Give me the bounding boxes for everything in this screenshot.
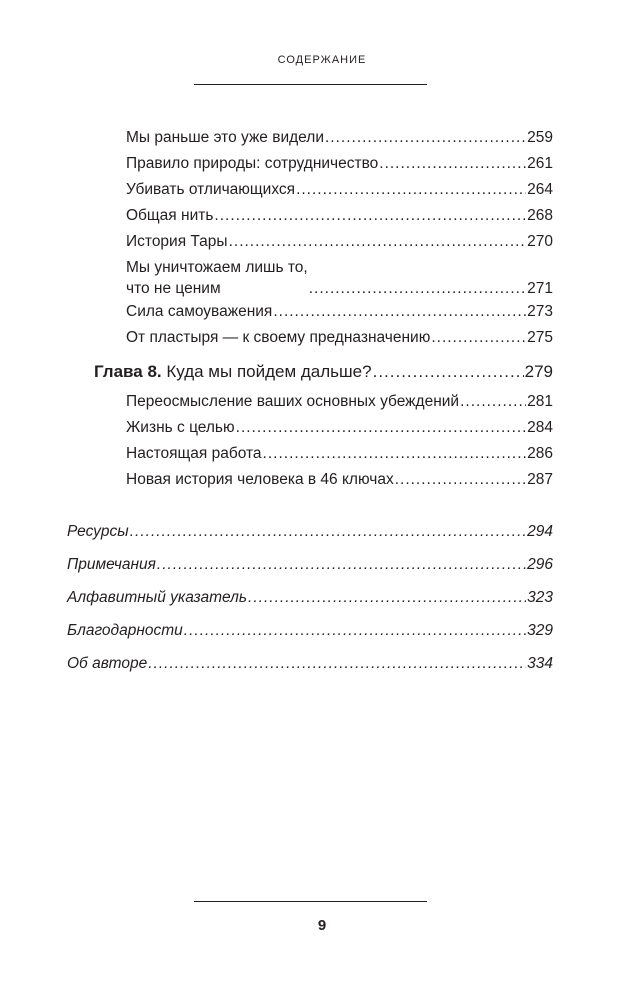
leader-dots	[130, 522, 526, 541]
toc-backmatter-entry[interactable]	[67, 555, 553, 574]
leader-dots	[379, 154, 526, 173]
toc-backmatter-entry[interactable]	[67, 654, 553, 673]
chapter-label: Глава 8.	[94, 362, 162, 381]
toc-entry-title: Настоящая работа	[126, 445, 262, 462]
leader-dots	[229, 232, 527, 251]
toc-chapter-page: 279	[524, 362, 553, 381]
toc-entry[interactable]	[126, 128, 553, 147]
toc-entry[interactable]	[126, 302, 553, 321]
leader-dots	[214, 206, 526, 225]
leader-dots	[431, 328, 526, 347]
toc-entry-page: 323	[527, 589, 553, 606]
toc-entry[interactable]	[126, 470, 553, 489]
toc-chapter-entry[interactable]	[94, 362, 553, 381]
page-number: 9	[317, 917, 327, 934]
toc-entry[interactable]	[126, 444, 553, 463]
toc-entry-page: 264	[527, 181, 553, 198]
toc-entry[interactable]	[126, 392, 553, 411]
toc-entry-page: 275	[527, 329, 553, 346]
toc-entry-page: 268	[527, 207, 553, 224]
leader-dots	[184, 621, 526, 640]
toc-entry-page: 259	[527, 129, 553, 146]
leader-dots	[248, 588, 526, 607]
toc-chapter-title	[94, 362, 372, 381]
toc-entry-page: 294	[527, 523, 553, 540]
toc-entry-page: 270	[527, 233, 553, 250]
toc-entry-title: Общая нить	[126, 207, 214, 224]
toc-backmatter-entry[interactable]	[67, 621, 553, 640]
toc-entry-page: 284	[527, 419, 553, 436]
toc-entry-page: 273	[527, 303, 553, 320]
leader-dots	[325, 128, 526, 147]
toc-entry-title: Примечания	[67, 556, 156, 573]
toc-backmatter-entry[interactable]	[67, 522, 553, 541]
toc-entry[interactable]	[126, 232, 553, 251]
toc-entry-title: Алфавитный указатель	[67, 589, 248, 606]
toc-entry-title-line1: Мы уничтожаем лишь то,	[126, 259, 308, 276]
toc-entry[interactable]	[126, 206, 553, 225]
toc-entry[interactable]	[126, 180, 553, 199]
toc-entry-title: Ресурсы	[67, 523, 129, 540]
toc-entry-title: Об авторе	[67, 655, 148, 672]
toc-entry-page: 261	[527, 155, 553, 172]
toc-entry-title: Переосмысление ваших основных убеждений	[126, 393, 460, 410]
toc-entry-page: 329	[527, 622, 553, 639]
toc-entry-page: 334	[527, 655, 553, 672]
toc-entry-page: 286	[527, 445, 553, 462]
toc-entry-page: 271	[527, 280, 553, 297]
leader-dots	[236, 418, 526, 437]
toc-entry-title: От пластыря — к своему предназначению	[126, 329, 431, 346]
leader-dots	[273, 302, 526, 321]
toc-entry[interactable]	[126, 418, 553, 437]
leader-dots	[395, 470, 526, 489]
leader-dots	[460, 392, 526, 411]
toc-entry-title	[126, 258, 308, 298]
leader-dots	[157, 555, 526, 574]
toc-entry[interactable]	[126, 328, 553, 347]
footer-divider	[194, 901, 427, 902]
leader-dots	[296, 180, 526, 199]
toc-entry-title-line2: что не ценим	[126, 280, 221, 297]
toc-entry-page: 281	[527, 393, 553, 410]
toc-entry-title: Мы раньше это уже видели	[126, 129, 324, 146]
leader-dots	[373, 362, 524, 381]
toc-entry-title: История Тары	[126, 233, 228, 250]
toc-entry-multiline[interactable]	[126, 258, 553, 298]
header-divider	[194, 84, 427, 85]
toc-entry-title: Убивать отличающихся	[126, 181, 296, 198]
leader-dots	[148, 654, 526, 673]
toc-entry-title: Сила самоуважения	[126, 303, 273, 320]
toc-entry[interactable]	[126, 154, 553, 173]
toc-entry-page: 287	[527, 471, 553, 488]
running-header: СОДЕРЖАНИЕ	[277, 54, 367, 66]
toc-entry-title: Благодарности	[67, 622, 183, 639]
chapter-title-text: Куда мы пойдем дальше?	[166, 362, 372, 381]
toc-entry-title: Новая история человека в 46 ключах	[126, 471, 394, 488]
leader-dots	[309, 279, 526, 298]
toc-entry-page: 296	[527, 556, 553, 573]
leader-dots	[263, 444, 527, 463]
toc-entry-title: Жизнь с целью	[126, 419, 235, 436]
toc-backmatter-entry[interactable]	[67, 588, 553, 607]
toc-entry-title: Правило природы: сотрудничество	[126, 155, 379, 172]
